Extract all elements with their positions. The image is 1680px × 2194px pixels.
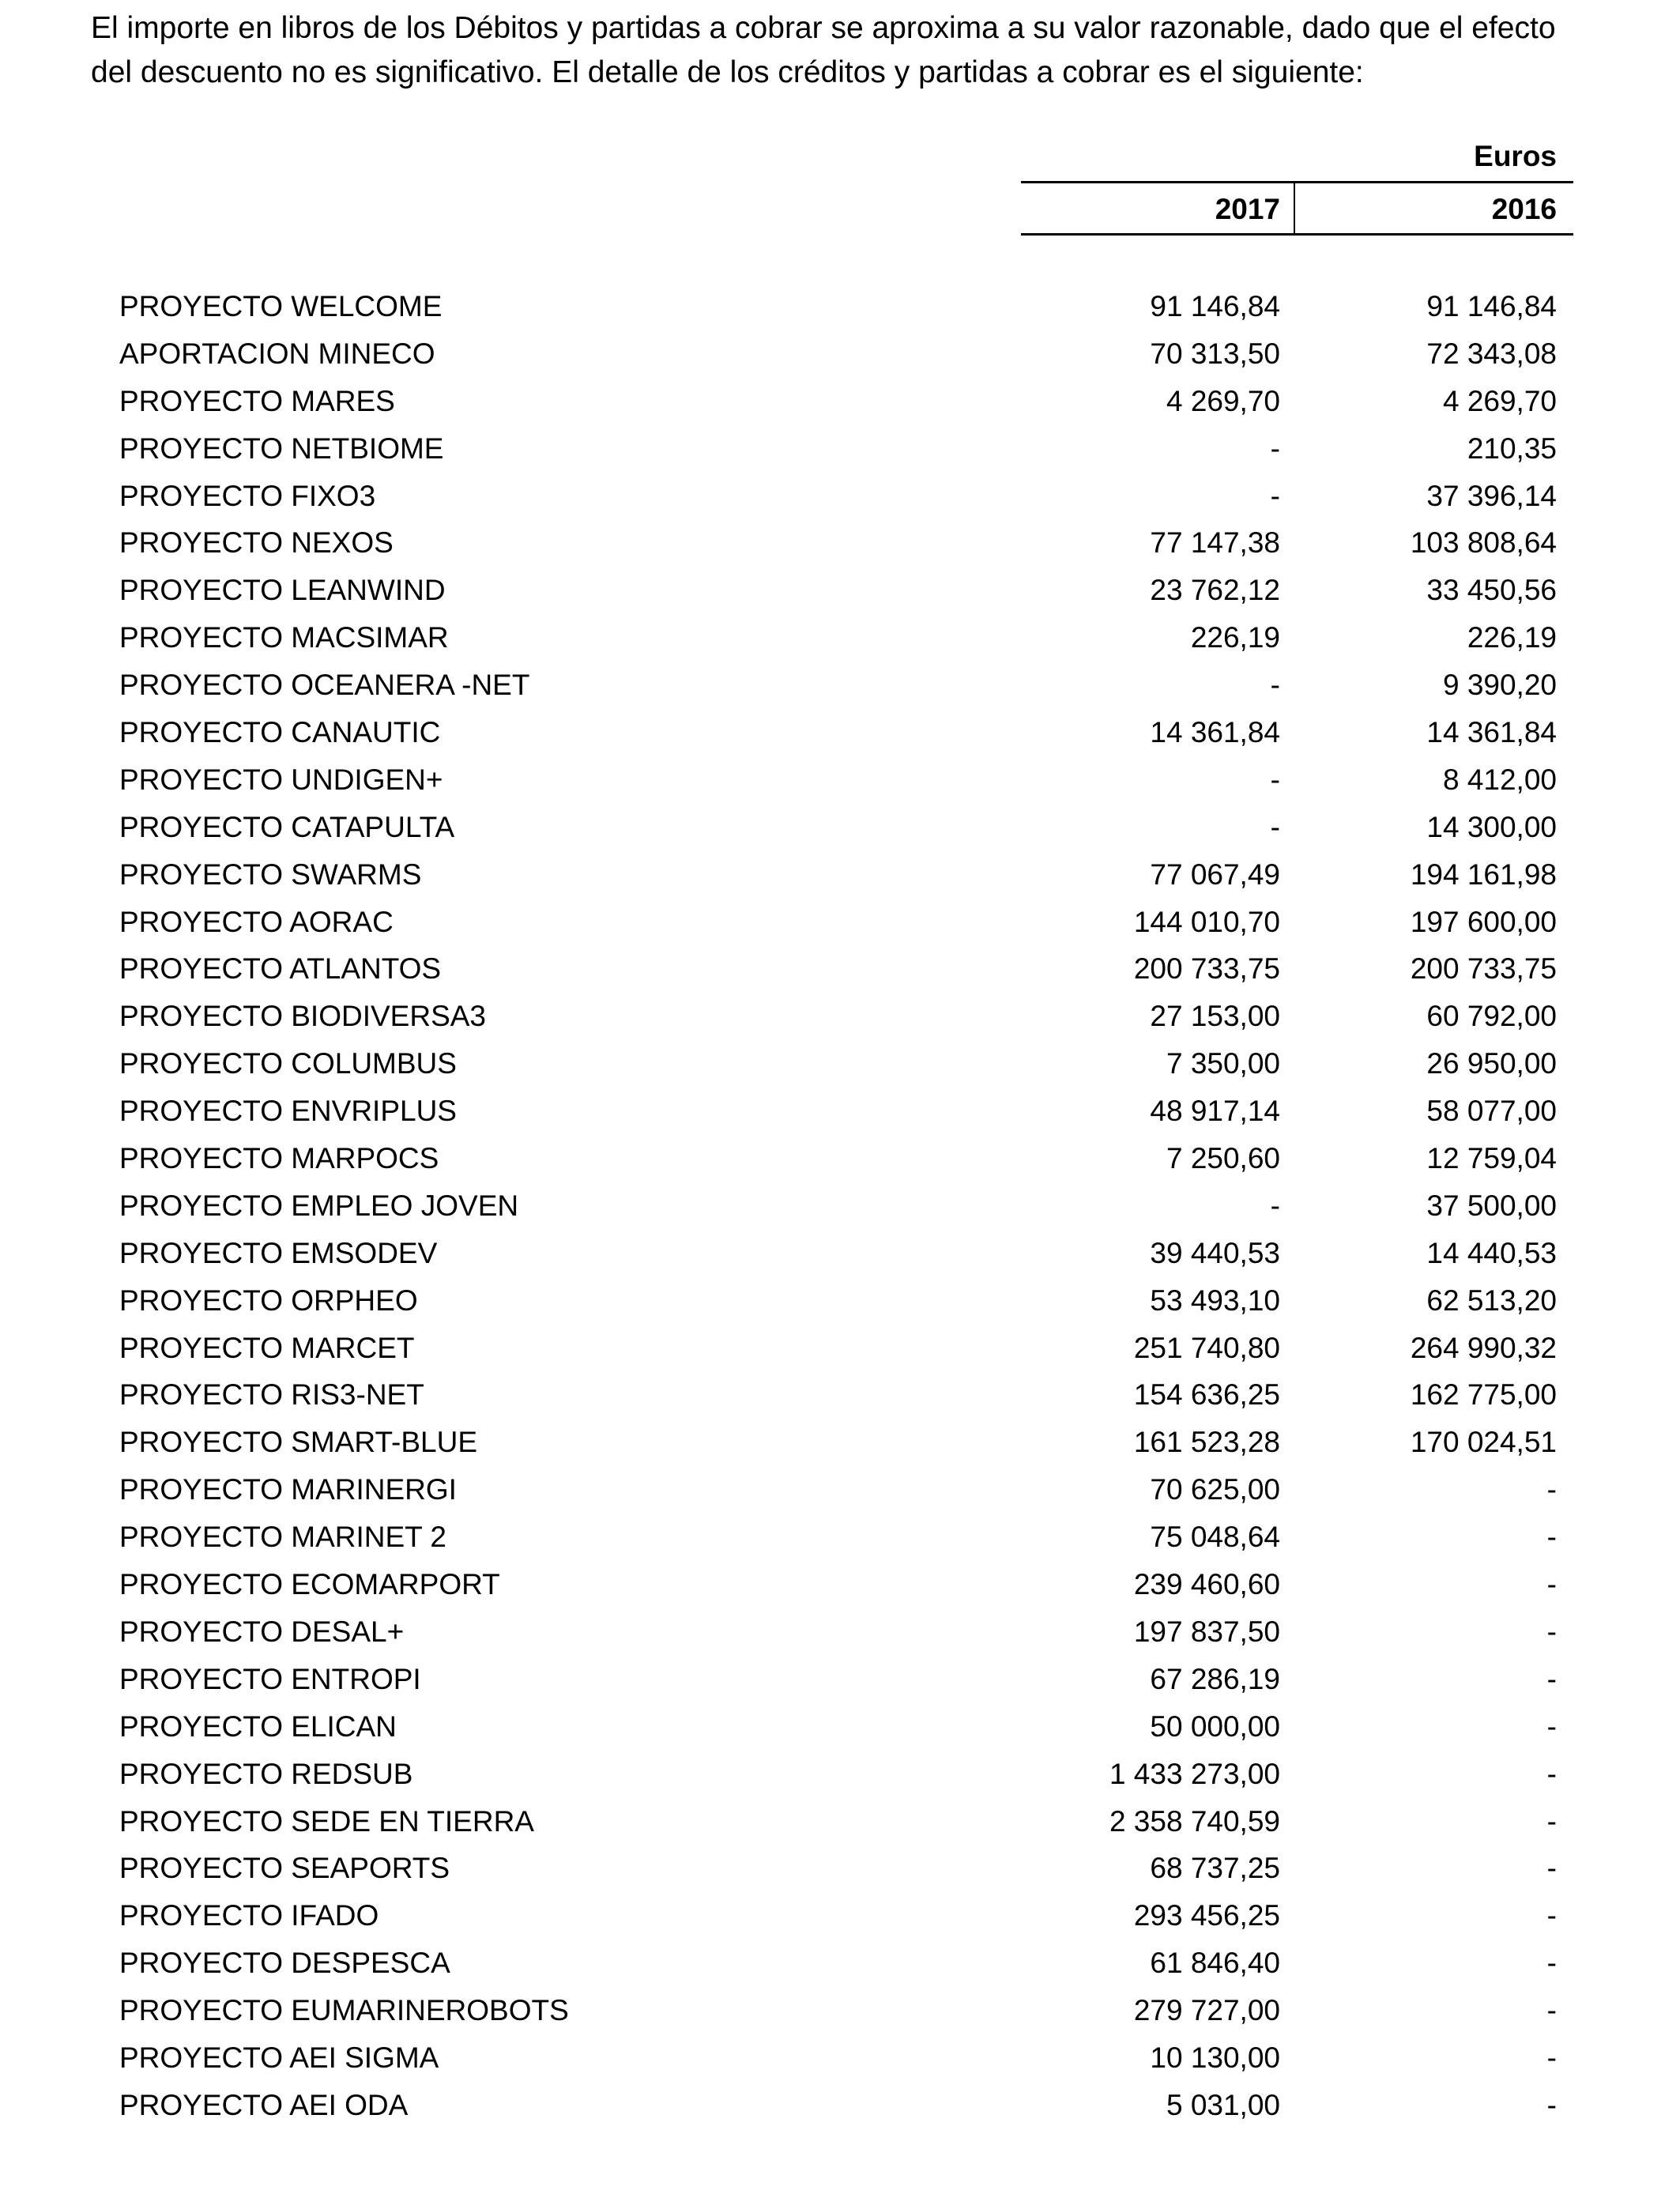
row-value-2017: 161 523,28 xyxy=(1133,1426,1280,1459)
row-value-2017: - xyxy=(1270,432,1280,465)
table-row xyxy=(0,1656,1680,1703)
table-row xyxy=(0,945,1680,993)
row-value-2016: 37 500,00 xyxy=(1426,1189,1557,1222)
row-value-2016: 58 077,00 xyxy=(1426,1095,1557,1128)
row-value-2017: - xyxy=(1270,763,1280,796)
row-value-2016: - xyxy=(1546,1615,1557,1648)
row-label: PROYECTO FIXO3 xyxy=(119,479,376,512)
row-label: PROYECTO OCEANERA -NET xyxy=(119,669,530,702)
table-row xyxy=(0,662,1680,709)
row-value-2017: 144 010,70 xyxy=(1133,905,1280,938)
row-value-2016: 8 412,00 xyxy=(1442,763,1557,796)
row-label: PROYECTO LEANWIND xyxy=(119,574,446,607)
row-value-2016: - xyxy=(1546,1521,1557,1554)
row-value-2017: 14 361,84 xyxy=(1150,716,1280,749)
row-value-2017: 200 733,75 xyxy=(1133,952,1280,986)
row-value-2017: 239 460,60 xyxy=(1133,1568,1280,1601)
row-label: PROYECTO SEAPORTS xyxy=(119,1852,450,1885)
row-value-2016: - xyxy=(1546,1852,1557,1885)
table-row xyxy=(0,1325,1680,1372)
row-label: PROYECTO IFADO xyxy=(119,1899,379,1932)
row-value-2017: 77 147,38 xyxy=(1150,526,1280,560)
row-label: PROYECTO EMSODEV xyxy=(119,1236,438,1269)
row-value-2017: 279 727,00 xyxy=(1133,1994,1280,2027)
row-value-2016: 14 300,00 xyxy=(1426,810,1557,843)
row-value-2016: - xyxy=(1546,2088,1557,2121)
row-value-2016: - xyxy=(1546,1804,1557,1838)
table-row xyxy=(0,1561,1680,1608)
row-value-2017: 154 636,25 xyxy=(1133,1378,1280,1412)
unit-header: Euros xyxy=(1474,140,1557,172)
row-label: PROYECTO REDSUB xyxy=(119,1757,413,1790)
table-row xyxy=(0,993,1680,1040)
row-label: PROYECTO UNDIGEN+ xyxy=(119,763,443,796)
row-value-2017: 1 433 273,00 xyxy=(1109,1757,1280,1790)
row-value-2016: 12 759,04 xyxy=(1426,1142,1557,1175)
row-value-2016: 62 513,20 xyxy=(1426,1284,1557,1317)
table-row xyxy=(0,899,1680,946)
row-value-2017: 251 740,80 xyxy=(1133,1331,1280,1364)
row-label: PROYECTO NEXOS xyxy=(119,526,394,560)
row-value-2016: 4 269,70 xyxy=(1442,384,1557,417)
row-value-2017: - xyxy=(1270,479,1280,512)
table-row xyxy=(0,1371,1680,1419)
row-value-2017: 7 350,00 xyxy=(1166,1047,1280,1080)
row-value-2016: 194 161,98 xyxy=(1410,858,1557,891)
row-label: PROYECTO CANAUTIC xyxy=(119,716,441,749)
row-value-2016: 197 600,00 xyxy=(1410,905,1557,938)
row-value-2016: 37 396,14 xyxy=(1426,479,1557,512)
table-row xyxy=(0,614,1680,662)
row-value-2016: 33 450,56 xyxy=(1426,574,1557,607)
row-value-2016: 200 733,75 xyxy=(1410,952,1557,986)
row-value-2017: 91 146,84 xyxy=(1150,290,1280,322)
row-value-2016: - xyxy=(1546,1662,1557,1695)
header-column-separator xyxy=(1294,182,1295,233)
row-value-2016: 72 343,08 xyxy=(1426,337,1557,370)
row-value-2016: - xyxy=(1546,1473,1557,1506)
row-label: PROYECTO MARPOCS xyxy=(119,1142,439,1175)
table-row xyxy=(0,1845,1680,1892)
row-value-2017: - xyxy=(1270,810,1280,843)
table-row xyxy=(0,1040,1680,1088)
row-value-2017: 67 286,19 xyxy=(1150,1662,1280,1695)
table-row xyxy=(0,1466,1680,1514)
row-value-2016: - xyxy=(1546,1947,1557,1980)
row-value-2016: 170 024,51 xyxy=(1410,1426,1557,1459)
row-label: PROYECTO CATAPULTA xyxy=(119,810,455,843)
row-value-2016: - xyxy=(1546,1568,1557,1601)
row-label: PROYECTO AEI ODA xyxy=(119,2088,409,2121)
table-row xyxy=(0,473,1680,520)
row-label: PROYECTO MARINERGI xyxy=(119,1473,457,1506)
row-value-2017: 7 250,60 xyxy=(1166,1142,1280,1175)
row-value-2016: - xyxy=(1546,1899,1557,1932)
table-row xyxy=(0,804,1680,851)
row-label: PROYECTO ATLANTOS xyxy=(119,952,442,986)
row-value-2017: 61 846,40 xyxy=(1150,1947,1280,1980)
row-value-2017: 70 625,00 xyxy=(1150,1473,1280,1506)
row-value-2016: 9 390,20 xyxy=(1442,669,1557,702)
row-value-2017: 77 067,49 xyxy=(1150,858,1280,891)
row-value-2017: 5 031,00 xyxy=(1166,2088,1280,2121)
header-top-rule xyxy=(1021,181,1573,183)
row-label: PROYECTO ENTROPI xyxy=(119,1662,421,1695)
row-value-2016: 26 950,00 xyxy=(1426,1047,1557,1080)
row-label: PROYECTO ELICAN xyxy=(119,1710,397,1743)
row-value-2016: - xyxy=(1546,1757,1557,1790)
row-label: PROYECTO AEI SIGMA xyxy=(119,2041,439,2074)
row-value-2017: 4 269,70 xyxy=(1166,384,1280,417)
table-row xyxy=(0,567,1680,614)
row-value-2016: 60 792,00 xyxy=(1426,1000,1557,1033)
row-value-2016: 210,35 xyxy=(1467,432,1557,465)
table-row xyxy=(0,2082,1680,2129)
row-label: PROYECTO ORPHEO xyxy=(119,1284,418,1317)
table-row xyxy=(0,851,1680,899)
row-value-2017: 27 153,00 xyxy=(1150,1000,1280,1033)
row-value-2017: - xyxy=(1270,1189,1280,1222)
table-row xyxy=(0,1751,1680,1798)
table-row xyxy=(0,1798,1680,1845)
row-value-2017: 68 737,25 xyxy=(1150,1852,1280,1885)
table-row xyxy=(0,519,1680,567)
table-row xyxy=(0,2034,1680,2082)
row-label: APORTACION MINECO xyxy=(119,337,435,370)
table-row xyxy=(0,283,1680,330)
table-row xyxy=(0,1940,1680,1987)
row-label: PROYECTO DESAL+ xyxy=(119,1615,405,1648)
row-label: PROYECTO MARINET 2 xyxy=(119,1521,446,1554)
row-value-2016: 91 146,84 xyxy=(1426,290,1557,322)
row-value-2016: 14 361,84 xyxy=(1426,716,1557,749)
row-label: PROYECTO NETBIOME xyxy=(119,432,444,465)
table-row xyxy=(0,756,1680,804)
row-label: PROYECTO ENVRIPLUS xyxy=(119,1095,457,1128)
row-label: PROYECTO COLUMBUS xyxy=(119,1047,457,1080)
year-header-2017: 2017 xyxy=(1215,193,1280,225)
table-row xyxy=(0,1703,1680,1751)
receivables-table-body xyxy=(0,283,1680,2129)
table-row xyxy=(0,1182,1680,1230)
row-value-2016: 103 808,64 xyxy=(1410,526,1557,560)
table-row xyxy=(0,378,1680,425)
row-value-2017: 39 440,53 xyxy=(1150,1236,1280,1269)
table-row xyxy=(0,1514,1680,1561)
table-row xyxy=(0,1608,1680,1656)
row-label: PROYECTO ECOMARPORT xyxy=(119,1568,500,1601)
row-label: PROYECTO EMPLEO JOVEN xyxy=(119,1189,519,1222)
table-row xyxy=(0,1892,1680,1940)
table-row xyxy=(0,709,1680,756)
row-label: PROYECTO AORAC xyxy=(119,905,394,938)
row-value-2016: 226,19 xyxy=(1467,621,1557,654)
row-label: PROYECTO WELCOME xyxy=(119,290,443,322)
row-value-2017: 53 493,10 xyxy=(1150,1284,1280,1317)
row-label: PROYECTO BIODIVERSA3 xyxy=(119,1000,486,1033)
header-bottom-rule xyxy=(1021,233,1573,236)
row-label: PROYECTO MARES xyxy=(119,384,395,417)
row-label: PROYECTO MACSIMAR xyxy=(119,621,449,654)
row-value-2017: 226,19 xyxy=(1190,621,1280,654)
row-value-2017: 75 048,64 xyxy=(1150,1521,1280,1554)
table-row xyxy=(0,330,1680,378)
row-value-2017: 50 000,00 xyxy=(1150,1710,1280,1743)
row-label: PROYECTO SEDE EN TIERRA xyxy=(119,1804,534,1838)
row-value-2017: 48 917,14 xyxy=(1150,1095,1280,1128)
row-value-2016: - xyxy=(1546,2041,1557,2074)
row-value-2017: 293 456,25 xyxy=(1133,1899,1280,1932)
row-value-2017: 70 313,50 xyxy=(1150,337,1280,370)
table-row xyxy=(0,1230,1680,1277)
table-row xyxy=(0,425,1680,473)
row-label: PROYECTO RIS3-NET xyxy=(119,1378,424,1412)
table-row xyxy=(0,1419,1680,1466)
table-row xyxy=(0,1277,1680,1325)
row-label: PROYECTO SMART-BLUE xyxy=(119,1426,478,1459)
row-value-2016: 14 440,53 xyxy=(1426,1236,1557,1269)
table-row xyxy=(0,1987,1680,2034)
row-value-2017: 2 358 740,59 xyxy=(1109,1804,1280,1838)
table-row xyxy=(0,1088,1680,1135)
row-label: PROYECTO DESPESCA xyxy=(119,1947,450,1980)
row-value-2017: - xyxy=(1270,669,1280,702)
row-value-2016: 162 775,00 xyxy=(1410,1378,1557,1412)
row-value-2017: 23 762,12 xyxy=(1150,574,1280,607)
row-value-2017: 10 130,00 xyxy=(1150,2041,1280,2074)
intro-paragraph: El importe en libros de los Débitos y partidas a cobrar se aproxima a su valor razonable, dado que el efecto del descuento no es significativo. El detalle de los créditos y partidas a cobrar es el siguiente: xyxy=(91,11,1556,89)
row-value-2016: - xyxy=(1546,1994,1557,2027)
row-value-2016: 264 990,32 xyxy=(1410,1331,1557,1364)
row-value-2016: - xyxy=(1546,1710,1557,1743)
row-label: PROYECTO EUMARINEROBOTS xyxy=(119,1994,569,2027)
table-row xyxy=(0,1135,1680,1182)
year-header-2016: 2016 xyxy=(1491,193,1557,225)
row-value-2017: 197 837,50 xyxy=(1133,1615,1280,1648)
row-label: PROYECTO MARCET xyxy=(119,1331,415,1364)
row-label: PROYECTO SWARMS xyxy=(119,858,422,891)
